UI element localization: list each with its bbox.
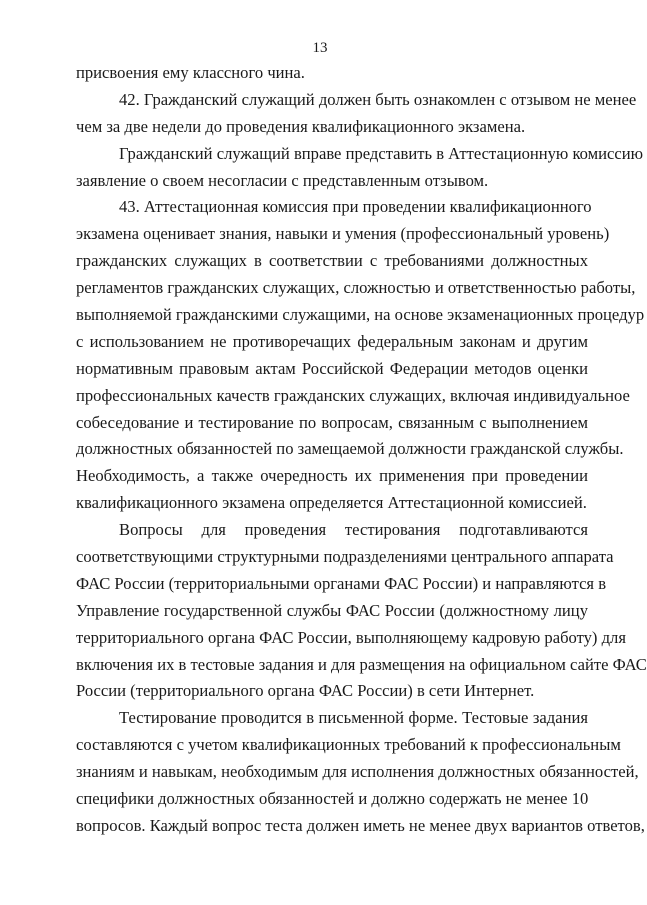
text-line: Тестирование проводится в письменной форме. Тестовые задания [119,708,588,728]
text-line: территориального органа ФАС России, выполняющему кадровую работу) для [76,627,626,647]
text-line: заявление о своем несогласии с представленным отзывом. [76,170,489,190]
text-line: Необходимость, а также очередность их применения при проведении [76,466,588,486]
page-number: 13 [312,40,328,56]
text-line: 42. Гражданский служащий должен быть ознакомлен с отзывом не менее [119,89,637,109]
text-line: профессиональных качеств гражданских служащих, включая индивидуальное [76,385,630,405]
text-line: 43. Аттестационная комиссия при проведении квалификационного [119,197,592,217]
text-line: нормативным правовым актам Российской Федерации методов оценки [76,358,588,378]
document-body [76,60,647,840]
text-line: регламентов гражданских служащих, сложностью и ответственностью работы, [76,278,636,298]
text-line: должностных обязанностей по замещаемой должности гражданской службы. [76,439,624,459]
text-line: присвоения ему классного чина. [76,63,305,82]
text-line: с использованием не противоречащих федеральным законам и другим [76,331,588,351]
text-line: квалификационного экзамена определяется Аттестационной комиссией. [76,493,587,513]
text-line: ФАС России (территориальными органами ФАС России) и направляются в [76,573,607,593]
text-line: выполняемой гражданскими служащими, на основе экзаменационных процедур [76,305,645,325]
text-line: России (территориального органа ФАС России) в сети Интернет. [76,681,535,701]
text-line: гражданских служащих в соответствии с требованиями должностных [76,251,588,271]
text-line: экзамена оценивает знания, навыки и умения (профессиональный уровень) [76,224,610,244]
text-line: чем за две недели до проведения квалификационного экзамена. [76,116,526,136]
text-line: Вопросы для проведения тестирования подготавливаются [119,520,588,540]
text-line: Управление государственной службы ФАС России (должностному лицу [76,600,588,620]
text-line: собеседование и тестирование по вопросам, связанным с выполнением [76,412,588,432]
text-line: знаниям и навыкам, необходимым для исполнения должностных обязанностей, [76,762,639,782]
text-line: включения их в тестовые задания и для размещения на официальном сайте ФАС [76,654,647,674]
text-line: Гражданский служащий вправе представить в Аттестационную комиссию [119,143,644,163]
text-line: соответствующими структурными подразделениями центрального аппарата [76,547,614,567]
text-line: составляются с учетом квалификационных требований к профессиональным [76,735,621,755]
text-line: специфики должностных обязанностей и должно содержать не менее 10 [76,789,589,809]
text-line: вопросов. Каждый вопрос теста должен иметь не менее двух вариантов ответов, [76,815,645,835]
